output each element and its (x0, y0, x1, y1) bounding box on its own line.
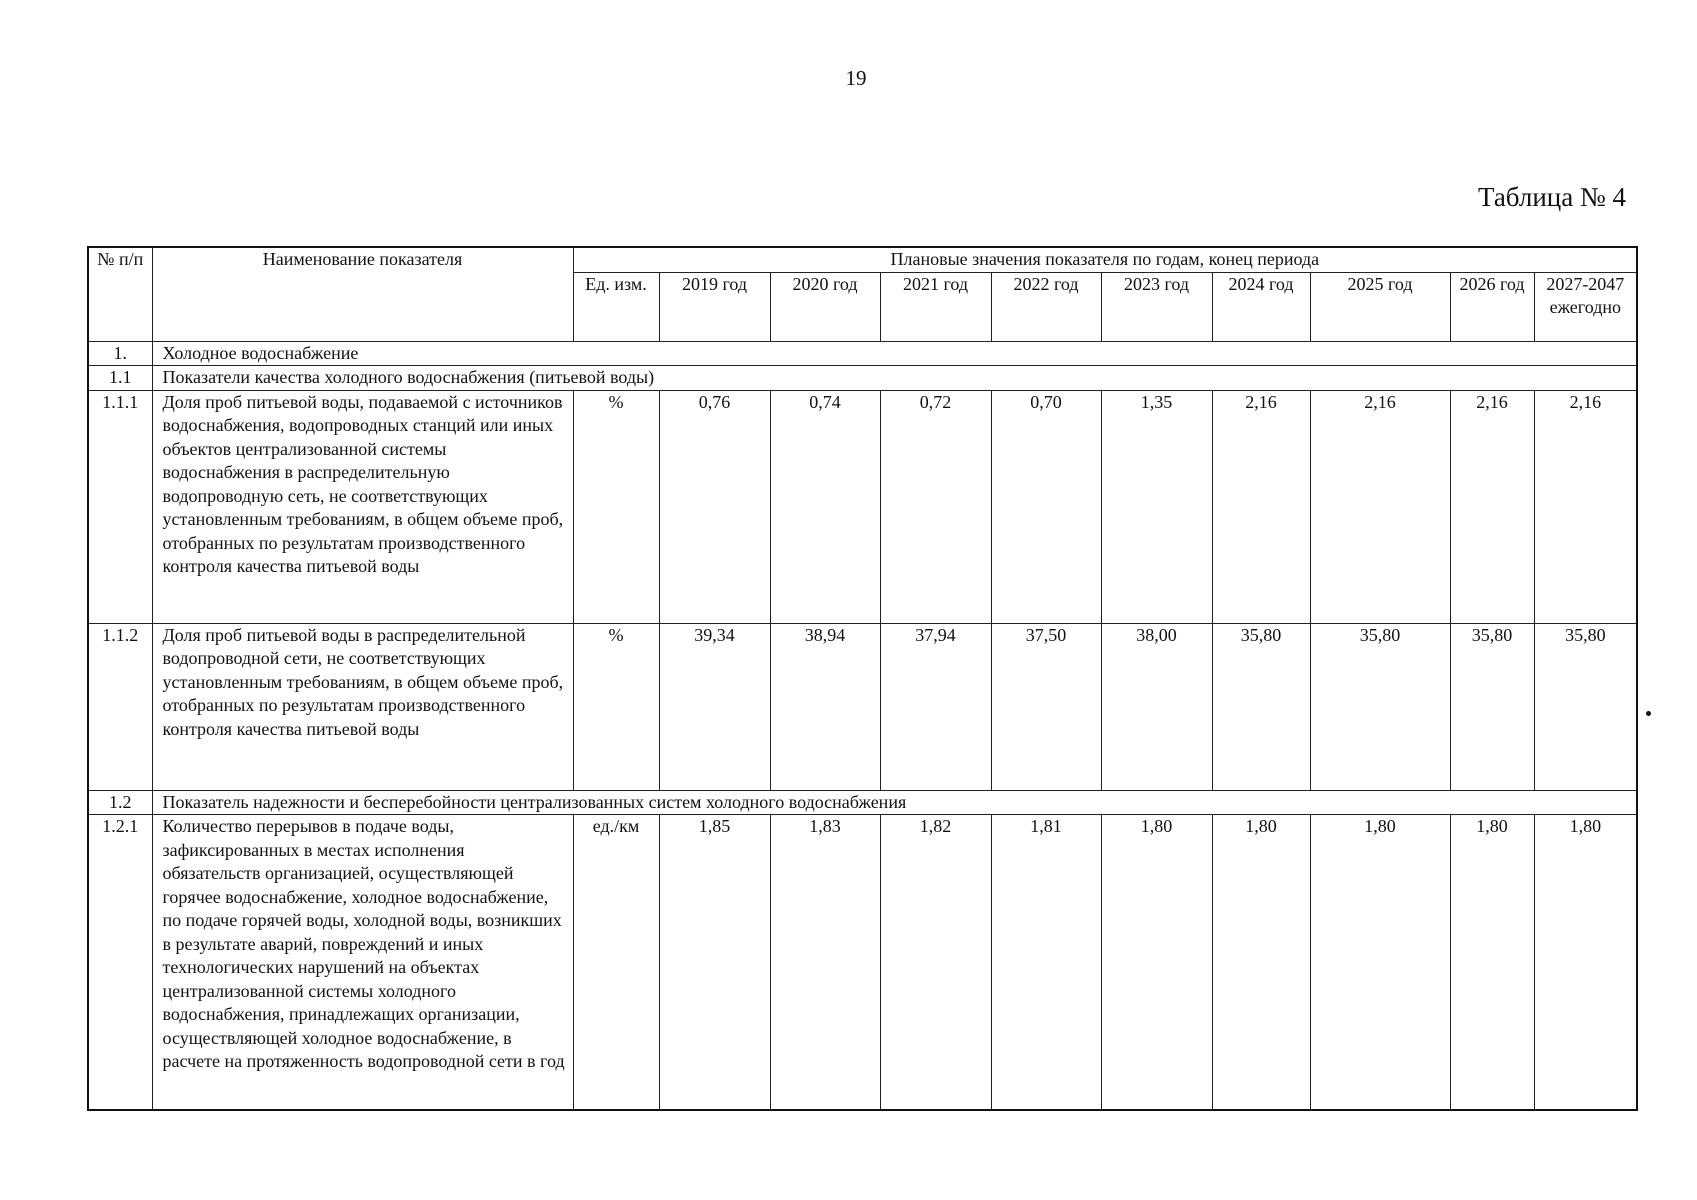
unit-cell: ед./км (573, 815, 659, 1111)
header-year: 2027-2047 ежегодно (1534, 272, 1637, 341)
row-num: 1.1 (88, 366, 152, 391)
value-cell: 35,80 (1534, 623, 1637, 790)
indicators-table (87, 246, 1638, 1111)
section-row (88, 366, 1637, 391)
header-num: № п/п (88, 247, 152, 341)
table-row (88, 623, 1637, 790)
value-cell: 1,80 (1450, 815, 1534, 1111)
row-num: 1. (88, 341, 152, 366)
value-cell: 1,80 (1101, 815, 1212, 1111)
section-title: Показатели качества холодного водоснабжения (питьевой воды) (152, 366, 1637, 391)
section-title: Показатель надежности и бесперебойности централизованных систем холодного водоснабжения (152, 790, 1637, 815)
value-cell: 1,81 (991, 815, 1101, 1111)
indicator-name: Количество перерывов в подаче воды, зафиксированных в местах исполнения обязательств организацией, осуществляющей горячее водоснабжение, холодное водоснабжение, по подаче горячей воды, холодной воды, возникших в результате аварий, повреждений и иных технологических нарушений на объектах централизованной системы холодного водоснабжения, принадлежащих организации, осуществляющей холодное водоснабжение, в расчете на протяженность водопроводной сети в год (152, 815, 573, 1111)
value-cell: 37,50 (991, 623, 1101, 790)
header-year: 2026 год (1450, 272, 1534, 341)
value-cell: 37,94 (880, 623, 991, 790)
header-unit: Ед. изм. (573, 272, 659, 341)
value-cell: 35,80 (1310, 623, 1450, 790)
table-row (88, 390, 1637, 623)
row-num: 1.1.2 (88, 623, 152, 790)
value-cell: 38,94 (770, 623, 880, 790)
value-cell: 2,16 (1450, 390, 1534, 623)
value-cell: 1,82 (880, 815, 991, 1111)
value-cell: 39,34 (659, 623, 770, 790)
indicator-name: Доля проб питьевой воды, подаваемой с источников водоснабжения, водопроводных станций или иных объектов централизованной системы водоснабжения в распределительную водопроводную сеть, не соответствующих установленным требованиям, в общем объеме проб, отобранных по результатам производственного контроля качества питьевой воды (152, 390, 573, 623)
header-year: 2024 год (1212, 272, 1310, 341)
unit-cell: % (573, 623, 659, 790)
header-year: 2022 год (991, 272, 1101, 341)
header-row (88, 247, 1637, 272)
header-year: 2021 год (880, 272, 991, 341)
header-year: 2025 год (1310, 272, 1450, 341)
page-number: 19 (845, 66, 867, 90)
row-num: 1.2.1 (88, 815, 152, 1111)
row-num: 1.2 (88, 790, 152, 815)
table-title: Таблица № 4 (1478, 182, 1626, 212)
value-cell: 0,72 (880, 390, 991, 623)
table-row (88, 815, 1637, 1111)
header-name: Наименование показателя (152, 247, 573, 341)
scan-dot (1646, 711, 1651, 716)
value-cell: 0,74 (770, 390, 880, 623)
header-year: 2019 год (659, 272, 770, 341)
value-cell: 2,16 (1212, 390, 1310, 623)
value-cell: 1,83 (770, 815, 880, 1111)
value-cell: 0,70 (991, 390, 1101, 623)
indicator-name: Доля проб питьевой воды в распределительной водопроводной сети, не соответствующих установленным требованиям, в общем объеме проб, отобранных по результатам производственного контроля качества питьевой воды (152, 623, 573, 790)
header-year: 2023 год (1101, 272, 1212, 341)
value-cell: 35,80 (1450, 623, 1534, 790)
value-cell: 2,16 (1534, 390, 1637, 623)
unit-cell: % (573, 390, 659, 623)
value-cell: 1,80 (1534, 815, 1637, 1111)
value-cell: 38,00 (1101, 623, 1212, 790)
value-cell: 1,35 (1101, 390, 1212, 623)
value-cell: 1,80 (1212, 815, 1310, 1111)
value-cell: 1,85 (659, 815, 770, 1111)
value-cell: 2,16 (1310, 390, 1450, 623)
section-title: Холодное водоснабжение (152, 341, 1637, 366)
section-row (88, 790, 1637, 815)
value-cell: 1,80 (1310, 815, 1450, 1111)
header-plan: Плановые значения показателя по годам, конец периода (573, 247, 1637, 272)
section-row (88, 341, 1637, 366)
value-cell: 35,80 (1212, 623, 1310, 790)
value-cell: 0,76 (659, 390, 770, 623)
header-year: 2020 год (770, 272, 880, 341)
row-num: 1.1.1 (88, 390, 152, 623)
